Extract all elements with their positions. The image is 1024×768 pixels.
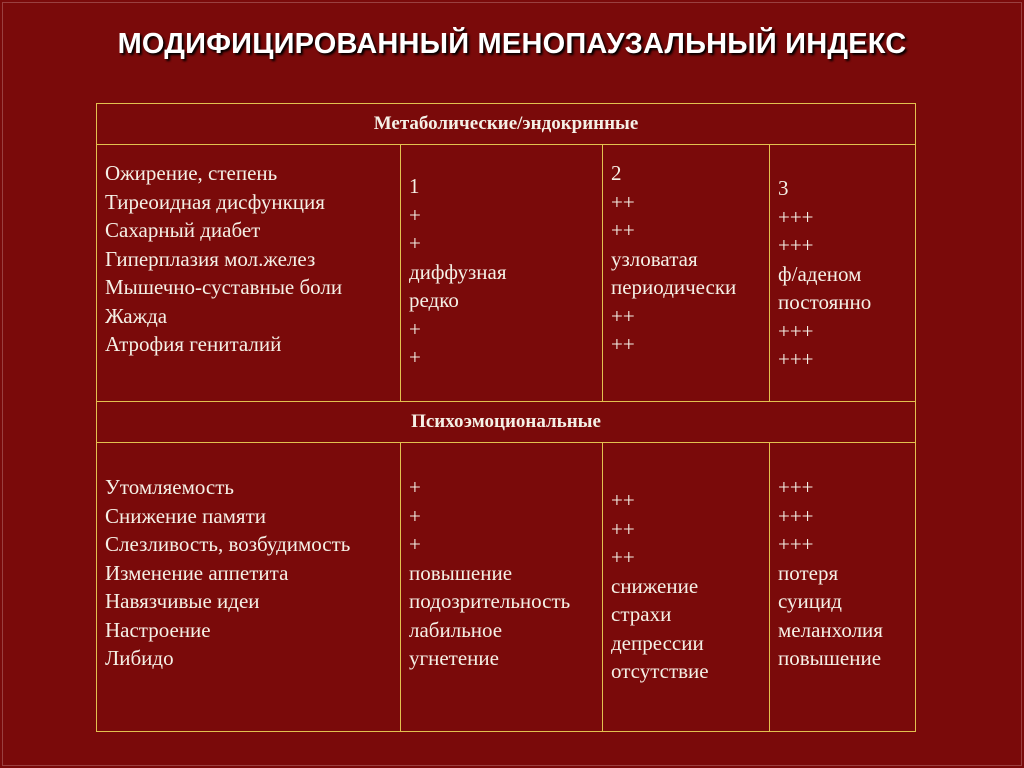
severity-2-cell: ++ ++ ++ снижение страхи депрессии отсутствие xyxy=(603,443,770,732)
severity-3-cell: 3 +++ +++ ф/аденом постоянно +++ +++ xyxy=(770,145,916,402)
section-heading-metabolic: Метаболические/эндокринные xyxy=(97,104,916,145)
severity-3-cell: +++ +++ +++ потеря суицид меланхолия повышение xyxy=(770,443,916,732)
section-heading-psychoemotional: Психоэмоциональные xyxy=(97,402,916,443)
severity-1-cell: + + + повышение подозрительность лабильное угнетение xyxy=(401,443,603,732)
symptoms-cell: Ожирение, степень Тиреоидная дисфункция Сахарный диабет Гиперплазия мол.желез Мышечно-суставные боли Жажда Атрофия гениталий xyxy=(97,145,401,402)
menopause-index-table xyxy=(96,103,916,732)
table-row-metabolic xyxy=(97,145,916,402)
section-header-row xyxy=(97,104,916,145)
symptoms-cell: Утомляемость Снижение памяти Слезливость, возбудимость Изменение аппетита Навязчивые идеи Настроение Либидо xyxy=(97,443,401,732)
severity-2-cell: 2 ++ ++ узловатая периодически ++ ++ xyxy=(603,145,770,402)
page-title: МОДИФИЦИРОВАННЫЙ МЕНОПАУЗАЛЬНЫЙ ИНДЕКС xyxy=(117,28,907,60)
table-row-psychoemotional xyxy=(97,443,916,732)
section-header-row xyxy=(97,402,916,443)
severity-1-cell: 1 + + диффузная редко + + xyxy=(401,145,603,402)
